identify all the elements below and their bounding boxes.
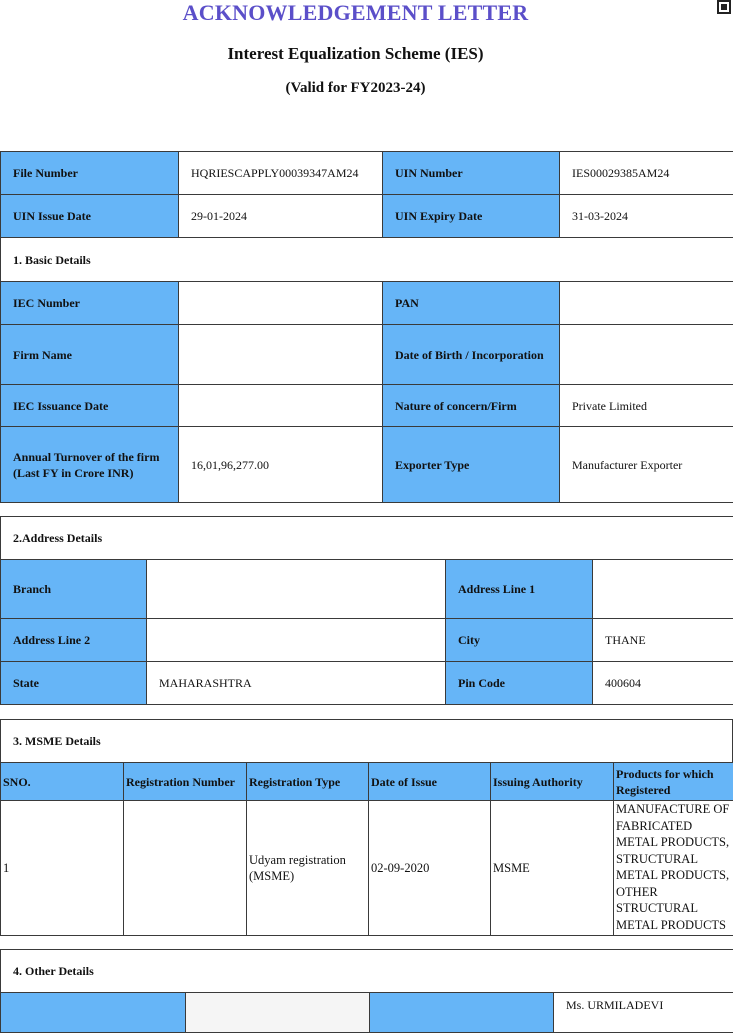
uin-number-label: UIN Number [383, 152, 560, 195]
msme-registration-number [124, 801, 247, 936]
pan-value [560, 282, 733, 325]
scheme-title: Interest Equalization Scheme (IES) [0, 44, 711, 64]
exporter-type-value: Manufacturer Exporter [560, 427, 733, 503]
other-value-1 [186, 993, 370, 1033]
dob-value [560, 325, 733, 385]
state-value: MAHARASHTRA [147, 662, 446, 705]
msme-heading-table [0, 719, 733, 763]
address-line-1-value [593, 560, 733, 619]
msme-header-issuing-authority: Issuing Authority [491, 763, 614, 801]
iec-issuance-date-value [179, 385, 383, 427]
uin-expiry-date-value: 31-03-2024 [560, 195, 733, 238]
msme-header-date-of-issue: Date of Issue [369, 763, 491, 801]
msme-details-table [0, 762, 733, 936]
file-number-label: File Number [1, 152, 179, 195]
dob-label: Date of Birth / Incorporation [383, 325, 560, 385]
other-details-table [0, 949, 733, 1033]
nature-of-concern-value: Private Limited [560, 385, 733, 427]
address-details-table [0, 516, 733, 705]
msme-date-of-issue: 02-09-2020 [369, 801, 491, 936]
uin-issue-date-value: 29-01-2024 [179, 195, 383, 238]
city-value: THANE [593, 619, 733, 662]
uin-number-value: IES00029385AM24 [560, 152, 733, 195]
exporter-type-label: Exporter Type [383, 427, 560, 503]
pin-code-value: 400604 [593, 662, 733, 705]
firm-name-value [179, 325, 383, 385]
iec-issuance-date-label: IEC Issuance Date [1, 385, 179, 427]
msme-details-heading: 3. MSME Details [1, 720, 733, 763]
uin-expiry-date-label: UIN Expiry Date [383, 195, 560, 238]
msme-header-registration-type: Registration Type [247, 763, 369, 801]
annual-turnover-value: 16,01,96,277.00 [179, 427, 383, 503]
file-number-value: HQRIESCAPPLY00039347AM24 [179, 152, 383, 195]
msme-issuing-authority: MSME [491, 801, 614, 936]
branch-label: Branch [1, 560, 147, 619]
other-details-heading: 4. Other Details [1, 950, 733, 993]
firm-name-label: Firm Name [1, 325, 179, 385]
corner-square-icon[interactable] [717, 0, 731, 14]
other-value-2: Ms. URMILADEVI [554, 993, 733, 1033]
msme-header-sno: SNO. [1, 763, 124, 801]
letter-title: ACKNOWLEDGEMENT LETTER [0, 0, 711, 26]
iec-number-value [179, 282, 383, 325]
state-label: State [1, 662, 147, 705]
msme-sno: 1 [1, 801, 124, 936]
uin-table [0, 151, 733, 238]
pan-label: PAN [383, 282, 560, 325]
address-line-2-label: Address Line 2 [1, 619, 147, 662]
address-line-2-value [147, 619, 446, 662]
msme-header-products: Products for which Registered [614, 763, 733, 801]
other-label-1 [1, 993, 186, 1033]
annual-turnover-label: Annual Turnover of the firm (Last FY in Crore INR) [1, 427, 179, 503]
validity-text: (Valid for FY2023-24) [0, 80, 711, 97]
basic-details-table [0, 237, 733, 503]
msme-products: MANUFACTURE OF FABRICATED METAL PRODUCTS, STRUCTURAL METAL PRODUCTS, OTHER STRUCTURAL METAL PRODUCTS [614, 801, 733, 936]
basic-details-heading: 1. Basic Details [1, 238, 733, 282]
branch-value [147, 560, 446, 619]
nature-of-concern-label: Nature of concern/Firm [383, 385, 560, 427]
msme-registration-type: Udyam registration (MSME) [247, 801, 369, 936]
address-details-heading: 2.Address Details [1, 517, 733, 560]
other-label-2 [370, 993, 554, 1033]
iec-number-label: IEC Number [1, 282, 179, 325]
table-row [1, 801, 733, 936]
uin-issue-date-label: UIN Issue Date [1, 195, 179, 238]
msme-header-registration-number: Registration Number [124, 763, 247, 801]
pin-code-label: Pin Code [446, 662, 593, 705]
city-label: City [446, 619, 593, 662]
address-line-1-label: Address Line 1 [446, 560, 593, 619]
